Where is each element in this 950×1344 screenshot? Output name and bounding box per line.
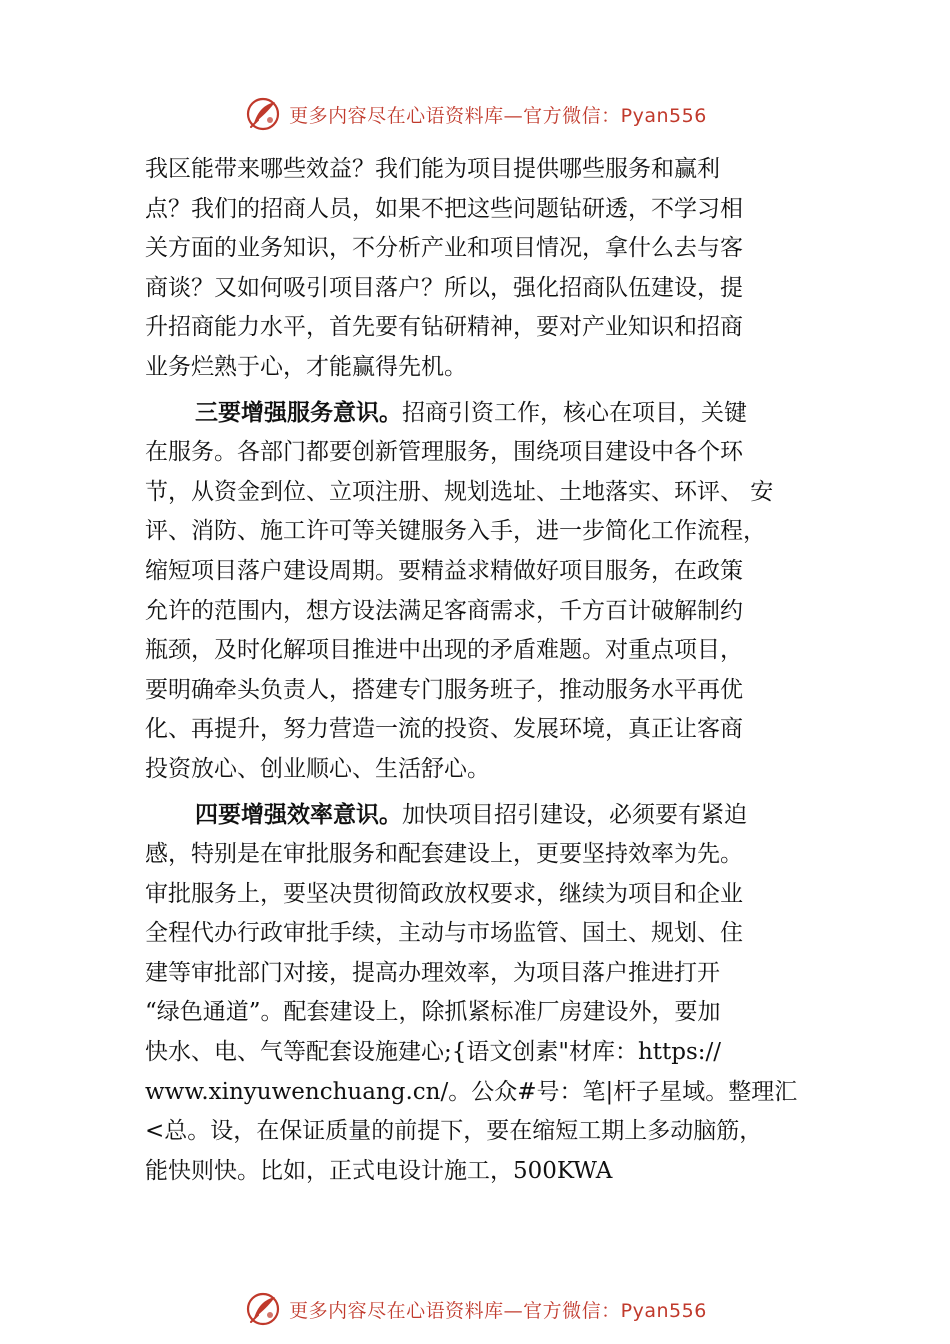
text-line: 投资放心、创业顺心、生活舒心。 xyxy=(145,755,490,782)
paragraph-3 xyxy=(145,796,815,1192)
text-line: 商谈？又如何吸引项目落户？所以，强化招商队伍建设，提 xyxy=(145,274,743,301)
banner-text: 更多内容尽在心语资料库—官方微信：Pyan556 xyxy=(289,104,707,127)
text-line: 升招商能力水平，首先要有钻研精神，要对产业知识和招商 xyxy=(145,314,743,341)
text-line: 我区能带来哪些效益？我们能为项目提供哪些服务和赢利 xyxy=(145,156,720,182)
text-line: 关方面的业务知识，不分析产业和项目情况，拿什么去与客 xyxy=(145,235,743,262)
banner-account: Pyan556 xyxy=(620,104,707,127)
text-run: 招商引资工作，核心在项目，关键 xyxy=(402,399,747,426)
text-line: 节，从资金到位、立项注册、规划选址、土地落实、环评、 安 xyxy=(145,478,774,505)
text-line: 瓶颈，及时化解项目推进中出现的矛盾难题。对重点项目， xyxy=(145,637,743,664)
paragraph-2 xyxy=(145,394,815,790)
paragraph-first-line xyxy=(145,394,815,434)
paragraph-1 xyxy=(145,150,815,388)
paragraph-heading: 四要增强效率意识。 xyxy=(195,801,402,828)
text-line: 化、再提升，努力营造一流的投资、发展环境，真正让客商 xyxy=(145,716,743,743)
text-line: 审批服务上，要坚决贯彻简政放权要求，继续为项目和企业 xyxy=(145,880,743,907)
text-line: 感，特别是在审批服务和配套建设上，更要坚持效率为先。 xyxy=(145,841,743,868)
document-body xyxy=(145,150,815,1191)
brand-logo-icon xyxy=(243,1289,283,1329)
text-run: 加快项目招引建设，必须要有紧迫 xyxy=(402,801,747,828)
text-line: 点？我们的招商人员，如果不把这些问题钻研透，不学习相 xyxy=(145,195,743,222)
text-line: 全程代办行政审批手续，主动与市场监管、国土、规划、住 xyxy=(145,920,743,947)
banner-account: Pyan556 xyxy=(620,1299,707,1322)
paragraph-first-line xyxy=(145,796,815,836)
text-line: 评、消防、施工许可等关键服务入手，进一步简化工作流程， xyxy=(145,518,766,545)
text-line: 建等审批部门对接，提高办理效率，为项目落户推进打开 xyxy=(145,959,720,986)
header-banner xyxy=(0,92,950,136)
footer-banner xyxy=(0,1287,950,1331)
text-line: <总。设，在保证质量的前提下，要在缩短工期上多动脑筋， xyxy=(145,1118,763,1145)
banner-text: 更多内容尽在心语资料库—官方微信：Pyan556 xyxy=(289,1299,707,1322)
text-line: www.xinyuwenchuang.cn/。公众#号：笔|杆子星域。整理汇 xyxy=(145,1078,798,1105)
text-line: 缩短项目落户建设周期。要精益求精做好项目服务，在政策 xyxy=(145,557,743,584)
text-line: 快水、电、气等配套设施建心;{语文创素"材库：https:// xyxy=(145,1039,722,1066)
text-line: 业务烂熟于心，才能赢得先机。 xyxy=(145,353,467,380)
text-line: “绿色通道”。配套建设上，除抓紧标准厂房建设外，要加 xyxy=(145,999,721,1026)
brand-logo-icon xyxy=(243,94,283,134)
paragraph-heading: 三要增强服务意识。 xyxy=(195,399,402,426)
text-line: 允许的范围内，想方设法满足客商需求，千方百计破解制约 xyxy=(145,597,743,624)
text-line: 能快则快。比如，正式电设计施工，500KWA xyxy=(145,1157,613,1184)
text-line: 要明确牵头负责人，搭建专门服务班子，推动服务水平再优 xyxy=(145,676,743,703)
text-line: 在服务。各部门都要创新管理服务，围绕项目建设中各个环 xyxy=(145,439,743,466)
